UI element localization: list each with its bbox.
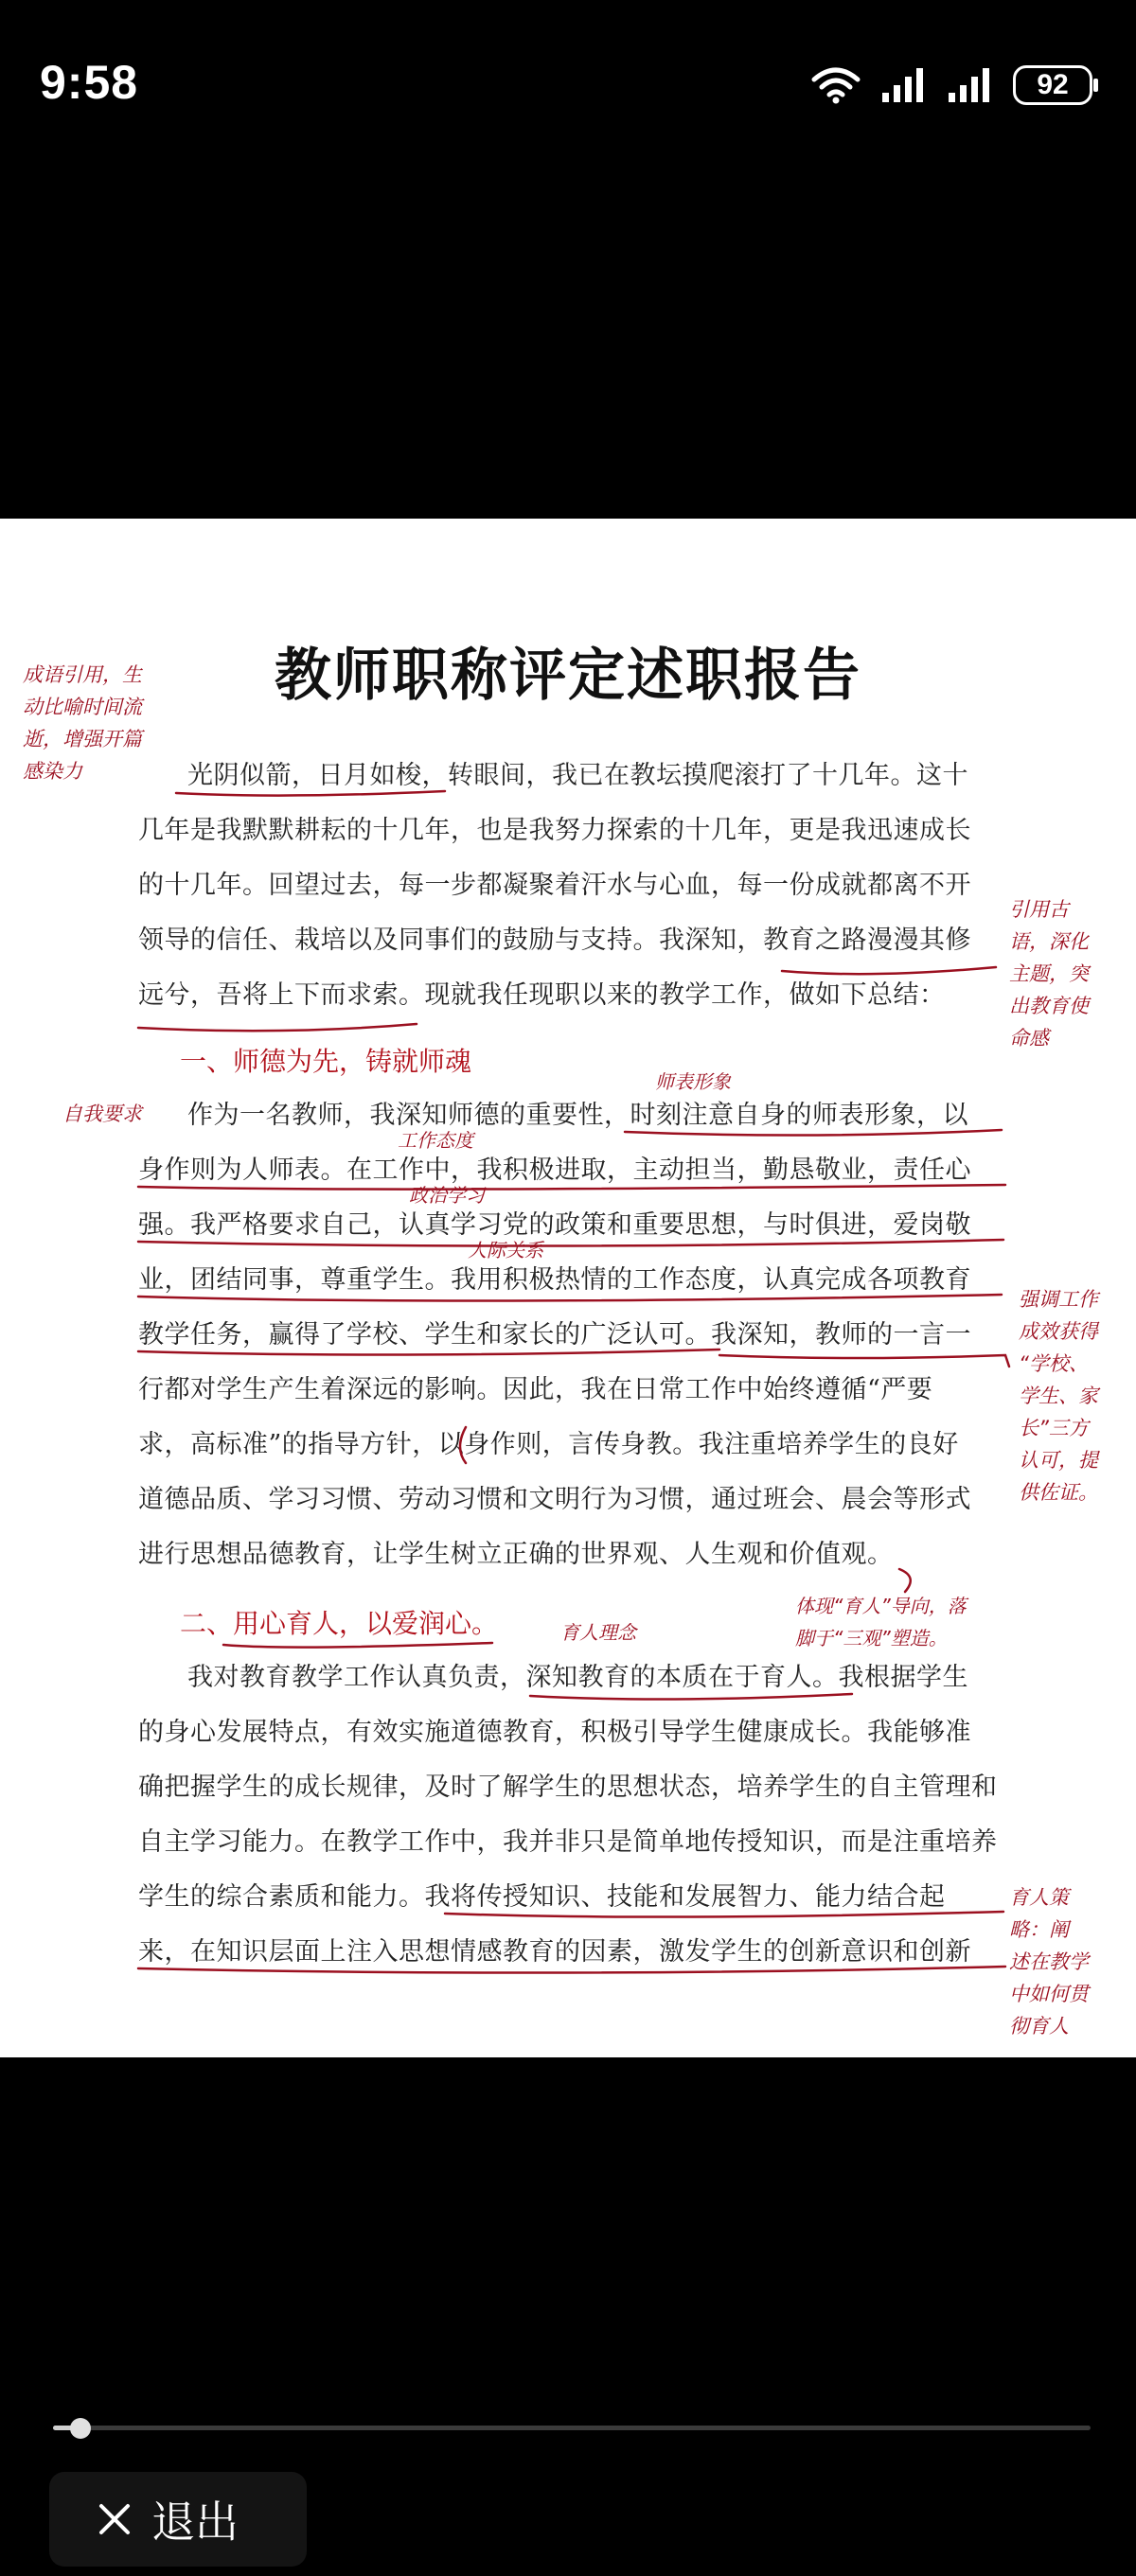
annotation-line: 强调工作	[1019, 1288, 1098, 1311]
annotation-tixian	[795, 1590, 967, 1654]
annotation-line: 述在教学	[1009, 1950, 1089, 1973]
annotation-right-bottom	[1009, 1881, 1089, 2042]
annotation-line: 中如何贯	[1009, 1983, 1089, 2005]
annotation-line: 逝，增强开篇	[23, 728, 142, 750]
text-line: 业，团结同事，尊重学生。我用积极热情的工作态度，认真完成各项教育	[138, 1265, 971, 1295]
annotation-line: 主题，突	[1009, 962, 1089, 985]
text-line: 远兮，吾将上下而求索。现就我任现职以来的教学工作，做如下总结：	[138, 980, 946, 1010]
annotation-line: 长”三方	[1019, 1417, 1089, 1439]
annotation-line: “学校、	[1019, 1352, 1089, 1375]
text-line: 求，高标准”的指导方针，以身作则，言传身教。我注重培养学生的良好	[138, 1430, 959, 1459]
underline-mark	[138, 1024, 417, 1031]
annotation-line: 语，深化	[1009, 930, 1089, 953]
progress-bar[interactable]	[53, 2426, 1091, 2430]
text-line: 道德品质、学习习惯、劳动习惯和文明行为习惯，通过班会、晨会等形式	[138, 1485, 971, 1514]
text-line: 几年是我默默耕耘的十几年，也是我努力探索的十几年，更是我迅速成长	[138, 816, 971, 845]
annotation-zhengzhi: 政治学习	[409, 1184, 485, 1207]
annotation-line: 成语引用，生	[23, 663, 142, 686]
section-heading-1: 一、师德为先，铸就师魂	[180, 1046, 472, 1077]
battery-level: 92	[1037, 69, 1069, 100]
annotation-line: 略：阐	[1009, 1918, 1069, 1941]
wifi-icon	[810, 66, 861, 104]
annotation-line: 脚于“三观”塑造。	[795, 1627, 948, 1650]
annotation-right-quote	[1009, 893, 1089, 1054]
signal-icon-2	[947, 66, 994, 104]
annotation-line: 出教育使	[1009, 995, 1089, 1017]
annotation-gongzuo: 工作态度	[398, 1129, 473, 1152]
text-line: 领导的信任、栽培以及同事们的鼓励与支持。我深知，教育之路漫漫其修	[138, 926, 971, 955]
text-line: 强。我严格要求自己，认真学习党的政策和重要思想，与时俱进，爱岗敬	[138, 1210, 971, 1240]
text-line: 作为一名教师，我深知师德的重要性，时刻注意自身的师表形象，以	[187, 1101, 968, 1130]
text-line: 学生的综合素质和能力。我将传授知识、技能和发展智力、能力结合起	[138, 1882, 946, 1912]
text-line: 的十几年。回望过去，每一步都凝聚着汗水与心血，每一份成就都离不开	[138, 871, 971, 900]
annotation-line: 命感	[1009, 1027, 1049, 1050]
text-line: 身作则为人师表。在工作中，我积极进取，主动担当，勤恳敬业，责任心	[138, 1156, 971, 1185]
annotation-renji: 人际关系	[468, 1239, 543, 1262]
annotation-line: 认可，提	[1019, 1449, 1098, 1472]
status-bar	[0, 0, 1136, 170]
annotation-line: 感染力	[23, 760, 82, 783]
annotation-line: 成效获得	[1019, 1320, 1098, 1343]
text-line: 的身心发展特点，有效实施道德教育，积极引导学生健康成长。我能够准	[138, 1718, 971, 1747]
underline-mark	[223, 1643, 492, 1648]
close-icon	[97, 2501, 133, 2537]
document-title: 教师职称评定述职报告	[275, 643, 861, 709]
annotation-line: 供佐证。	[1019, 1481, 1098, 1504]
progress-handle[interactable]	[70, 2418, 91, 2439]
paragraph-3	[138, 1650, 1002, 1980]
text-line: 来，在知识层面上注入思想情感教育的因素，激发学生的创新意识和创新	[138, 1937, 971, 1967]
text-line: 光阴似箭，日月如梭，转眼间，我已在教坛摸爬滚打了十几年。这十	[187, 761, 968, 790]
annotation-line: 彻育人	[1009, 2015, 1069, 2038]
annotation-line: 学生、家	[1019, 1385, 1098, 1407]
battery-indicator	[1013, 65, 1092, 105]
text-line: 教学任务，赢得了学校、学生和家长的广泛认可。我深知，教师的一言一	[138, 1320, 971, 1350]
annotation-line: 育人策	[1009, 1886, 1069, 1909]
status-time: 9:58	[40, 56, 139, 109]
annotation-right-mid	[1019, 1283, 1098, 1509]
exit-label: 退出	[151, 2497, 239, 2548]
annotation-shibiao: 师表形象	[655, 1070, 731, 1093]
annotation-self-requirement: 自我要求	[62, 1103, 142, 1125]
annotation-line: 动比喻时间流	[23, 696, 142, 718]
annotation-line: 引用古	[1009, 898, 1069, 921]
section-heading-2: 二、用心育人，以爱润心。	[180, 1608, 499, 1639]
paragraph-2	[138, 1088, 1002, 1582]
exit-button[interactable]	[49, 2472, 307, 2567]
text-line: 确把握学生的成长规律，及时了解学生的思想状态，培养学生的自主管理和	[138, 1773, 998, 1802]
paragraph-1	[138, 749, 1002, 1023]
annotation-yuren: 育人理念	[560, 1621, 636, 1644]
annotation-left-top	[23, 659, 142, 787]
text-line: 进行思想品德教育，让学生树立正确的世界观、人生观和价值观。	[138, 1540, 894, 1569]
status-icons	[810, 62, 1092, 108]
text-line: 行都对学生产生着深远的影响。因此，我在日常工作中始终遵循“严要	[138, 1375, 933, 1404]
signal-icon	[880, 66, 928, 104]
text-line: 自主学习能力。在教学工作中，我并非只是简单地传授知识，而是注重培养	[138, 1827, 998, 1857]
document-image[interactable]	[0, 519, 1136, 2057]
text-line: 我对教育教学工作认真负责，深知教育的本质在于育人。我根据学生	[187, 1663, 968, 1692]
annotation-line: 体现“育人”导向，落	[795, 1595, 967, 1617]
